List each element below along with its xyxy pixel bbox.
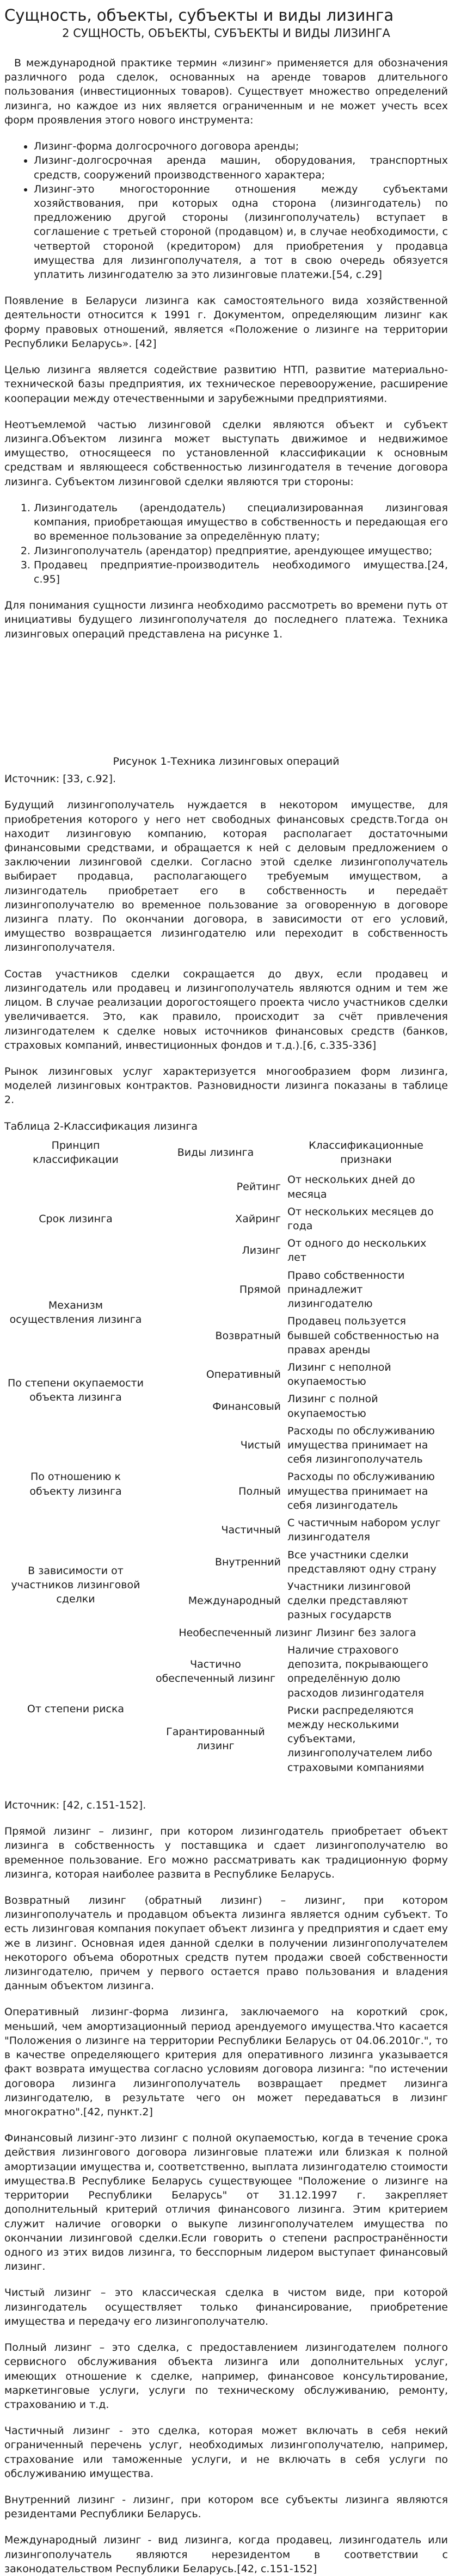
table-cell: От одного до нескольких лет bbox=[287, 1237, 427, 1264]
table-cell: Рейтинг bbox=[236, 1181, 281, 1193]
table-cell: Все участники сделки представляют одну страну bbox=[287, 1549, 437, 1575]
paragraph: Рынок лизинговых услуг характеризуется многообразием форм лизинга, моделей лизинговых контрактов. Разновидности лизинга показаны в таблице 2. bbox=[4, 1066, 448, 1106]
list-item: • Лизинг-это многосторонние отношения между субъектами хозяйствования, при которых одна сторона (лизингодатель) по предложению другой стороны (лизингополучатель) вступает в соглашение с третьей стороной (продавцом) и, в случае необходимости, с четвертой стороной (кредитором) для приобретения у продавца имущества для лизингополучателя, а тот в свою очередь обязуется уплатить лизингодателю за это лизинговые платежи.[54, с.29] bbox=[34, 182, 448, 282]
paragraph: Чистый лизинг – это классическая сделка в чистом виде, при которой лизингодатель осуществляет только финансирование, приобретение имущества и передачу его лизингополучателю. bbox=[4, 2287, 448, 2327]
list-item: • Лизинг-долгосрочная аренда машин, оборудования, транспортных средств, сооружений производственного характера; bbox=[34, 153, 448, 182]
table-cell: Внутренний bbox=[214, 1556, 281, 1568]
table-cell: Лизинг bbox=[242, 1244, 281, 1257]
table-cell: Международный bbox=[188, 1595, 281, 1607]
figure-source: Источник: [33, с.92]. bbox=[4, 773, 116, 785]
table-cell: Право собственности принадлежит лизингодателю bbox=[287, 1269, 405, 1310]
table-row bbox=[4, 1359, 448, 1390]
table-cell: Наличие страхового депозита, покрывающего определённую долю расходов лизингодателя bbox=[287, 1644, 428, 1699]
paragraph: Возвратный лизинг (обратный лизинг) – лизинг, при котором лизингополучатель и продавцом объекта лизинга является одним субъект. То есть лизинговая компания покупает объект лизинга у предприятия и сдает ему же в лизинг. Основная идея данной сделки в получении лизингополучателем некоторого объема оборотных средств путем продажи своей собственности лизингодателю, причем у первого остается право пользования и владения данным объектом лизинга. bbox=[4, 1894, 448, 1992]
paragraph: Финансовый лизинг-это лизинг с полной окупаемостью, когда в течение срока действия лизингового договора лизинговые платежи или близкая к полной амортизации имущества и, соответственно, выплата лизингодателю стоимости имущества.В Республике Беларусь существующее "Положение о лизинге на территории Республики Беларусь" от 31.12.1997 г. закрепляет дополнительный критерий отличия финансового лизинга. Этим критерием служит наличие оговорки о выкупе лизингополучателем имущества по окончании лизинговой сделки.Если говорить о степени распространённости одного из этих видов лизинга, то бесспорным лидером выступает финансовый лизинг. bbox=[4, 2132, 448, 2273]
table-cell: Полный bbox=[238, 1485, 281, 1497]
table-header: Принцип классификации bbox=[33, 1139, 119, 1166]
figure-caption: Рисунок 1-Техника лизинговых операций bbox=[113, 755, 340, 767]
subjects-list bbox=[4, 501, 448, 586]
list-item: • Лизинг-форма долгосрочного договора аренды; bbox=[34, 139, 448, 153]
paragraph: Внутренний лизинг - лизинг, при котором все субъекты лизинга являются резидентами Республики Беларусь. bbox=[4, 2494, 448, 2521]
table-group-label: Срок лизинга bbox=[39, 1212, 113, 1225]
table-group-label: По отношению к объекту лизинга bbox=[29, 1471, 122, 1497]
table-group-label: В зависимости от участников лизинговой сделки bbox=[11, 1564, 140, 1606]
definition-list bbox=[4, 139, 448, 282]
table-header: Классификационные признаки bbox=[309, 1139, 423, 1166]
table-cell: Прямой bbox=[239, 1283, 281, 1296]
table-group-label: Механизм осуществления лизинга bbox=[9, 1299, 142, 1326]
table-cell: Риски распределяются между несколькими субъектами, лизингополучателем либо страховыми компаниями bbox=[287, 1704, 433, 1774]
paragraph: Появление в Беларуси лизинга как самостоятельного вида хозяйственной деятельности относится к 1991 г. Документом, определяющим лизинг как форму правовых отношений, является «Положение о лизинге на территории Республики Беларусь». [42] bbox=[4, 295, 448, 350]
table-cell: Финансовый bbox=[212, 1400, 281, 1413]
table-cell: С частичным набором услуг лизингодателя bbox=[287, 1517, 441, 1544]
table-title: Таблица 2-Классификация лизинга bbox=[4, 1120, 198, 1132]
table-cell: Хайринг bbox=[235, 1212, 281, 1225]
table-cell: Чистый bbox=[240, 1439, 281, 1452]
table-cell: Возвратный bbox=[215, 1329, 281, 1342]
table-row bbox=[4, 1267, 448, 1313]
page-title: Сущность, объекты, субъекты и виды лизинга bbox=[4, 6, 394, 24]
table-header: Виды лизинга bbox=[177, 1147, 254, 1159]
table-cell: Расходы по обслуживанию имущества принимает на себя лизингополучатель bbox=[287, 1425, 435, 1466]
paragraph: Неотъемлемой частью лизинговой сделки являются объект и субъект лизинга.Объектом лизинга может выступать движимое и недвижимое имущество, относящееся по установленной классификации к основным средствам и являющееся собственностью лизингодателя в течение договора лизинга. Субъектом лизинговой сделки являются три стороны: bbox=[4, 418, 448, 488]
paragraph: Частичный лизинг - это сделка, которая может включать в себя некий ограниченный перечень услуг, необходимых лизингополучателю, например, страхование или таможенные услуги, и не включать в себя услуги по обслуживанию имущества. bbox=[4, 2425, 448, 2480]
paragraph: Будущий лизингополучатель нуждается в некотором имуществе, для приобретения которого у него нет свободных финансовых средств.Тогда он находит лизинговую компанию, которая располагает достаточными финансовыми средствами, и обращается к ней с деловым предложением о заключении лизинговой сделки. Согласно этой сделке лизингополучатель выбирает продавца, располагающего требуемым имуществом, а лизингодатель приобретает его в собственность и передаёт лизингополучателю во временное пользование за оговоренную в договоре лизинга плату. По окончании договора, в зависимости от его условий, имущество возвращается лизингодателю или переходит в собственность лизингополучателя. bbox=[4, 799, 448, 954]
table-row bbox=[4, 1171, 448, 1203]
paragraph: В международной практике термин «лизинг» применяется для обозначения различного рода сделок, основанных на аренде товаров длительного пользования (инвестиционных товаров). Существует множество определений лизинга, но каждое из них является ограниченным и не может учесть всех форм проявления этого нового инструмента: bbox=[4, 57, 448, 126]
table-cell: Частичный bbox=[221, 1524, 281, 1537]
table-cell: Продавец пользуется бывшей собственностью на правах аренды bbox=[287, 1315, 439, 1356]
paragraph: Для понимания сущности лизинга необходимо рассмотреть во времени путь от инициативы будущего лизингополучателя до последнего платежа. Техника лизинговых операций представлена на рисунке 1. bbox=[4, 599, 448, 640]
table-cell: Гарантированный лизинг bbox=[166, 1726, 265, 1753]
paragraph: Прямой лизинг – лизинг, при котором лизингодатель приобретает объект лизинга в собственность у поставщика и сдает лизингополучателю во временное пользование. Его можно рассматривать как традиционную форму лизинга, которая наиболее развита в Республике Беларусь. bbox=[4, 1825, 448, 1880]
table-header-row bbox=[4, 1137, 448, 1171]
section-heading: 2 СУЩНОСТЬ, ОБЪЕКТЫ, СУБЪЕКТЫ И ВИДЫ ЛИЗИНГА bbox=[62, 26, 390, 40]
paragraph: Целью лизинга является содействие развитию НТП, развитие материально-технической базы предприятия, их техническое перевооружение, расширение кооперации между отечественными и зарубежными предприятиями. bbox=[4, 364, 448, 405]
table-cell: Лизинг с полной окупаемостью bbox=[287, 1393, 378, 1420]
table-group-label: От степени риска bbox=[27, 1702, 125, 1715]
table-cell: Участники лизинговой сделки представляют разных государств bbox=[287, 1581, 411, 1621]
figure-placeholder bbox=[4, 653, 448, 735]
table-row bbox=[4, 1422, 448, 1469]
table-row bbox=[4, 1546, 448, 1578]
classification-table bbox=[4, 1137, 448, 1776]
table-row bbox=[4, 1624, 448, 1642]
paragraph: Состав участников сделки сокращается до двух, если продавец и лизингодатель или продавец и лизингополучатель являются одним и тем же лицом. В случае реализации дорогостоящего проекта число участников сделки увеличивается. Это, как правило, происходит за счёт привлечения лизингодателем к сделке новых источников финансовых средств (банков, страховых компаний, инвестиционных фондов и т.д.).[6, с.335-336] bbox=[4, 968, 448, 1051]
table-cell: Расходы по обслуживанию имущества принимает на себя лизингодатель bbox=[287, 1471, 435, 1512]
list-item: 2. Лизингополучатель (арендатор) предприятие, арендующее имущество; bbox=[34, 544, 448, 558]
table-cell: Лизинг с неполной окупаемостью bbox=[287, 1361, 391, 1388]
list-item: 3. Продавец предприятие-производитель необходимого имущества.[24, с.95] bbox=[34, 558, 448, 586]
table-group-label: По степени окупаемости объекта лизинга bbox=[8, 1377, 144, 1404]
table-source: Источник: [42, с.151-152]. bbox=[4, 1799, 146, 1811]
list-item: 1. Лизингодатель (арендодатель) специализированная лизинговая компания, приобретающая имущество в собственность и передающая его во временное пользование за определённую плату; bbox=[34, 501, 448, 544]
table-cell: От нескольких месяцев до года bbox=[287, 1205, 434, 1232]
table-cell: Оперативный bbox=[206, 1369, 281, 1381]
table-cell: От нескольких дней до месяца bbox=[287, 1174, 415, 1200]
table-cell: Частично обеспеченный лизинг bbox=[155, 1658, 276, 1685]
paragraph: Оперативный лизинг-форма лизинга, заключаемого на короткий срок, меньший, чем амортизационный период арендуемого имущества.Что касается "Положения о лизинге на территории Республики Беларусь от 04.06.2010г.", то в качестве определяющего критерия для оперативного лизинга указывается факт возврата имущества согласно условиям договора лизинга: "по истечении договора лизинга лизингополучатель возвращает предмет лизинга лизингодателю, в результате чего он может передаваться в лизинг многократно".[42, пункт.2] bbox=[4, 2006, 448, 2119]
table-row bbox=[4, 1642, 448, 1702]
table-cell: Необеспеченный лизинг Лизинг без залога bbox=[179, 1626, 416, 1639]
paragraph: Международный лизинг - вид лизинга, когда продавец, лизингодатель или лизингополучатель являются нерезидентом в соответствии с законодательством Республики Беларусь.[42, с.151-152] bbox=[4, 2534, 448, 2575]
paragraph: Полный лизинг – это сделка, с предоставлением лизингодателем полного сервисного обслуживания объекта лизинга или дополнительных услуг, имеющих отношение к сделке, например, финансовое консультирование, маркетинговые услуги, услуги по техническому обслуживанию, ремонту, страхованию и т.д. bbox=[4, 2342, 448, 2411]
